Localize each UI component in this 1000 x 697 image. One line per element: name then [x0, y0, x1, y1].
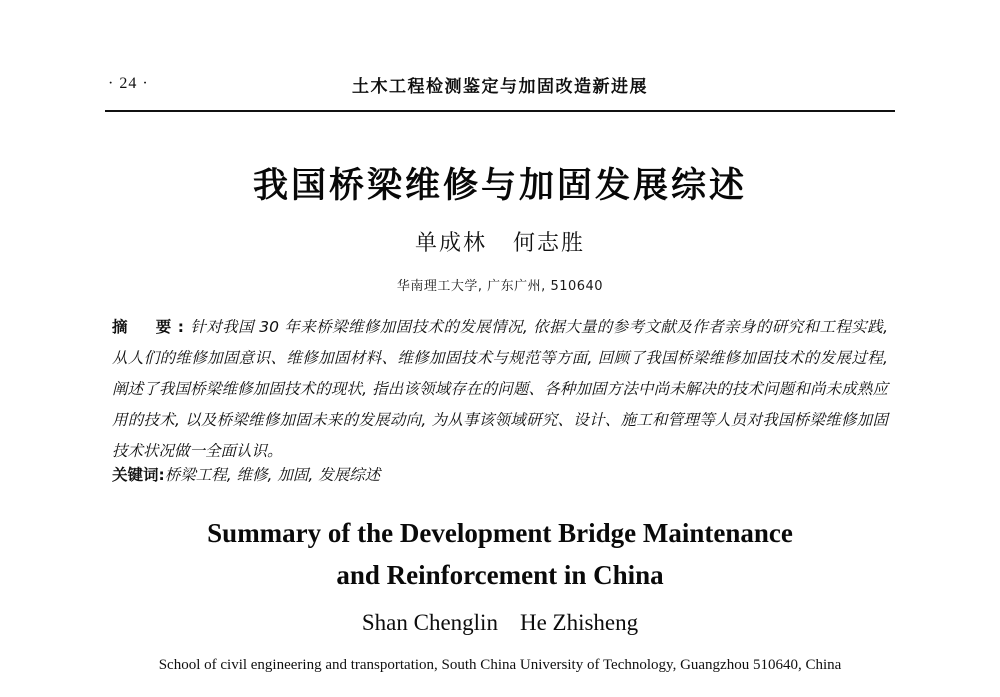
affiliation-chinese: 华南理工大学, 广东广州, 510640: [396, 279, 604, 294]
header-running-title: 土木工程检测鉴定与加固改造新进展: [352, 77, 648, 97]
author-en-1: Shan Chenglin: [361, 610, 498, 635]
authors-chinese: [0, 226, 1000, 257]
keywords-text: 桥梁工程, 维修, 加固, 发展综述: [164, 466, 381, 484]
author-cn-1: 单成林: [414, 231, 487, 256]
abstract-label: 摘 要:: [112, 318, 190, 336]
abstract-text: 针对我国 30 年来桥梁维修加固技术的发展情况, 依据大量的参考文献及作者亲身的研究和工程实践, 从人们的维修加固意识、维修加固材料、维修加固技术与规范等方面, 回顾了我国桥梁维修加固技术的发展过程, 阐述了我国桥梁维修加固技术的现状, 指出该领域存在的问题、各种加固方法中尚未解决的技术问题和尚未成熟应用的技术, 以及桥梁维修加固未来的发展动向, 为从事该领域研究、设计、施工和管理等人员对我国桥梁维修加固技术状况做一全面认识。: [112, 318, 888, 460]
page-header: [108, 72, 892, 104]
header-divider: [105, 110, 895, 112]
header-page-number: · 24 ·: [108, 75, 149, 92]
keywords-chinese: [112, 460, 888, 490]
affiliation-english: School of civil engineering and transportation, South China University of Technology, Guangzhou 510640, China: [158, 657, 842, 673]
abstract-chinese: [112, 312, 888, 467]
page-title-english: [0, 512, 1000, 596]
author-cn-2: 何志胜: [513, 231, 586, 256]
title-en-line-1: Summary of the Development Bridge Maintenance: [207, 518, 793, 548]
page-title: 我国桥梁维修与加固发展综述: [252, 166, 747, 206]
title-en-line-2: and Reinforcement in China: [336, 560, 664, 590]
keywords-label: 关键词:: [112, 466, 165, 484]
authors-english: [0, 610, 1000, 636]
author-en-2: He Zhisheng: [519, 610, 639, 635]
